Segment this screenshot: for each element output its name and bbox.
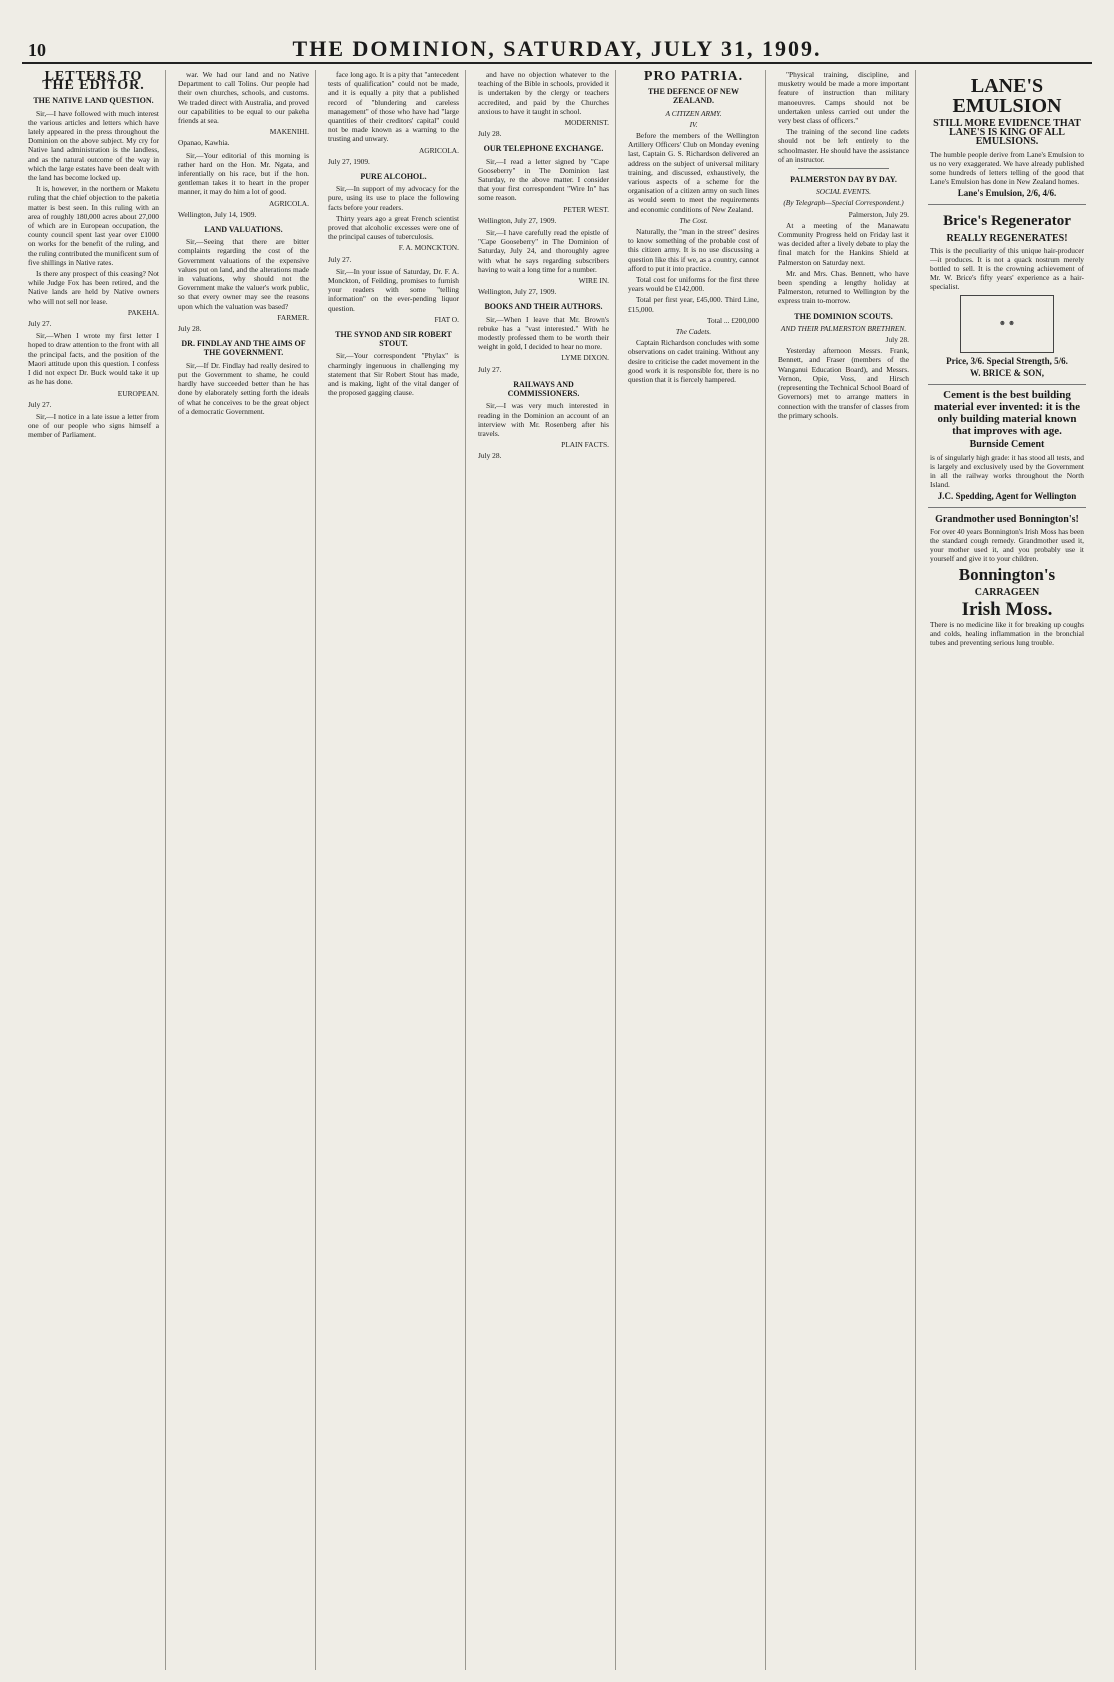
ad-maker: W. BRICE & SON,: [970, 368, 1044, 379]
article-paragraph: Sir,—Your correspondent "Phylax" is charmingly ingenuous in challenging my statement that Sir Robert Stout has made, and is making, light of the vital danger of the proposed gagging clause.: [328, 351, 459, 398]
dateline: Wellington, July 27, 1909.: [478, 287, 557, 297]
signature: AGRICOLA.: [418, 145, 459, 155]
headline-telephone: OUR TELEPHONE EXCHANGE.: [483, 144, 604, 154]
ad-subtitle: CARRAGEEN: [974, 587, 1040, 599]
article-paragraph: "Physical training, discipline, and musketry would be made a more important feature of instruction than military manoeuvres. Camps should not be undertaken unless carried out under the very best class of officers.": [778, 70, 909, 126]
article-paragraph: Thirty years ago a great French scientist proved that alcoholic excesses were one of the principal causes of tuberculosis.: [328, 213, 459, 242]
column-4: [472, 70, 616, 1670]
signature: F. A. MONCKTON.: [398, 243, 459, 253]
article-paragraph: Sir,—I was very much interested in reading in the Dominion an account of an interview with Mr. Rosenberg after his travels.: [478, 401, 609, 438]
column-5: [622, 70, 766, 1670]
ad-text: This is the peculiarity of this unique hair-producer—it produces. It is not a quack nostrum merely bottled to sell. It is the crowning achievement of Mr. W. Brice's fifty years' experience as a hair-specialist.: [930, 246, 1084, 292]
section-title-pro-patria: PRO PATRIA.: [643, 70, 744, 84]
subheading: AND THEIR PALMERSTON BRETHREN.: [780, 323, 907, 333]
article-paragraph: Sir,—I have followed with much interest the various articles and letters which have lately appeared in the press throughout the Dominion on the above subject. My cry for Native land administration is the landless, and as the natural outcome of the way in which the large estates have been dealt with the land has become locked up.: [28, 108, 159, 183]
signature: LYME DIXON.: [561, 353, 609, 363]
article-paragraph: Sir,—I have carefully read the epistle of "Cape Gooseberry" in The Dominion of Saturday, July 24, and thoroughly agree with what he says regarding subscribers having to wait a long time for a number.: [478, 228, 609, 274]
dateline: July 28.: [478, 451, 502, 461]
signature: WIRE IN.: [578, 276, 609, 286]
headline-findlay: DR. FINDLAY AND THE AIMS OF THE GOVERNMENT.: [181, 339, 306, 358]
column-3: [322, 70, 466, 1670]
section-title-letters: LETTERS TO THE EDITOR.: [42, 70, 145, 94]
article-paragraph: Captain Richardson concludes with some observations on cadet training. Without any desire to criticise the cadet movement in the good work it is responsible for, there is no question that it is fiercely hampered.: [628, 338, 759, 385]
column-2: [172, 70, 316, 1670]
portrait-illustration: ☻ ☻: [960, 295, 1054, 353]
column-6: [772, 70, 916, 1670]
subheading: (By Telegraph—Special Correspondent.): [783, 198, 904, 208]
ad-title: Cement is the best building material ever invented: it is the only building material known that improves with age.: [933, 389, 1081, 438]
headline-defence: THE DEFENCE OF NEW ZEALAND.: [647, 87, 740, 106]
article-paragraph: Sir,—When I leave that Mr. Brown's rebuke has a "vast interested." With he modestly professed them to be worth their weight in gold, I decided to hear no more.: [478, 314, 609, 352]
signature: AGRICOLA.: [268, 198, 309, 208]
article-paragraph: Sir,—Your editorial of this morning is rather hard on the Hon. Mr. Ngata, and inferentially on his race, but if the hon. gentleman takes it to heart in the proper manner, it may do him a lot of good.: [178, 150, 309, 197]
ad-burnside-cement: [928, 385, 1086, 507]
article-paragraph: Mr. and Mrs. Chas. Bennett, who have been spending a lengthy holiday at Palmerston, returned to Wellington by the express train to-morrow.: [778, 268, 909, 306]
headline-scouts: THE DOMINION SCOUTS.: [794, 311, 893, 321]
article-paragraph: The training of the second line cadets should not be left entirely to the schoolmaster. He should have the assistance of an instructor.: [778, 127, 909, 164]
ad-text: There is no medicine like it for breaking up coughs and colds, healing inflammation in the bronchial tubes and preventing serious lung trouble.: [930, 620, 1084, 648]
newspaper-title: THE DOMINION, SATURDAY, JULY 31, 1909.: [292, 36, 822, 61]
signature: MODERNIST.: [564, 118, 609, 128]
dateline: July 27.: [28, 319, 52, 329]
ad-title: Irish Moss.: [961, 599, 1053, 621]
dateline: July 28.: [478, 129, 502, 139]
headline-palmerston: PALMERSTON DAY BY DAY.: [790, 175, 897, 185]
ad-text: For over 40 years Bonnington's Irish Moss has been the standard cough remedy. Grandmother used it, your mother used it, and you probably use it yourself and give it to your children.: [930, 527, 1084, 564]
ad-price: Price, 3/6. Special Strength, 5/6.: [946, 356, 1068, 367]
dateline: July 27, 1909.: [328, 156, 370, 166]
ad-subtitle: Grandmother used Bonnington's!: [935, 513, 1079, 525]
article-paragraph: Sir,—In support of my advocacy for the pure, using its use to place the following facts before your readers.: [328, 184, 459, 212]
ad-brices-regenerator: [928, 205, 1086, 386]
headline-pure-alcohol: PURE ALCOHOL.: [360, 172, 427, 182]
headline-synod: THE SYNOD AND SIR ROBERT STOUT.: [335, 330, 452, 349]
advertisement-column: [922, 70, 1092, 1670]
columns: [22, 70, 1092, 1670]
divider: [798, 168, 889, 169]
masthead: [22, 18, 1092, 64]
signature: PLAIN FACTS.: [561, 440, 609, 450]
ad-lanes-emulsion: [928, 70, 1086, 205]
dateline: July 28.: [178, 324, 202, 334]
dateline: July 28.: [885, 335, 909, 345]
article-paragraph: Sir,—I notice in a late issue a letter from one of our people who signs himself a member of Parliament.: [28, 411, 159, 440]
headline-native-land: THE NATIVE LAND QUESTION.: [33, 96, 154, 106]
article-paragraph: Naturally, the "man in the street" desires to know something of the probable cost of this citizen army. It is no use discussing a question like this if we, as a country, cannot afford to put it into practice.: [628, 227, 759, 273]
article-paragraph: At a meeting of the Manawatu Community Progress held on Friday last it was decided after a lively debate to play the final match for the Hankins Shield at Palmerston on Saturday next.: [778, 220, 909, 267]
ad-text: is of singularly high grade: it has stood all tests, and is largely and exclusively used by the Government in all the railway works throughout the North Island.: [930, 452, 1084, 489]
article-paragraph: Before the members of the Wellington Artillery Officers' Club on Monday evening last, Captain G. S. Richardson delivered an address on the subject of universal military training, and discussed, exhaustively, the various aspects of a scheme for the organisation of a citizen army on such lines as would seem to meet the requirements and economic conditions of New Zealand.: [628, 131, 759, 214]
subheading: IV.: [689, 119, 698, 129]
ad-title: Brice's Regenerator: [943, 212, 1071, 229]
column-1: [22, 70, 166, 1670]
article-paragraph: Sir,—Seeing that there are bitter complaints regarding the cost of the Government valuations of the expensive values put on land, and the alterations made in valuations, why should not the Government make the valuer's work public, so that every owner may see the reasons upon which the valuation was based?: [178, 237, 309, 311]
signature: FIAT O.: [434, 314, 459, 324]
headline-books: BOOKS AND THEIR AUTHORS.: [484, 302, 603, 312]
article-paragraph: Total cost for uniforms for the first three years would be £142,000.: [628, 275, 759, 294]
subheading: The Cost.: [679, 215, 708, 225]
dateline: July 27.: [328, 254, 352, 264]
article-paragraph: It is, however, in the northern or Maketu ruling that the chief objection to the paketia matter is best seen. In this ruling with an area of roughly 180,000 acres about 27,000 of which are in European occupation, the county council spent last year over £1000 on works for the benefit of the ruling, and the ruling contributed the munificent sum of five shillings in Native rates.: [28, 184, 159, 267]
ad-text: The humble people derive from Lane's Emulsion to us no very exaggerated. We have already published some hundreds of letters telling of the good that Lane's Emulsion has done in New Zealand homes.: [930, 149, 1084, 186]
dateline: Wellington, July 27, 1909.: [478, 215, 557, 225]
signature: EUROPEAN.: [117, 388, 159, 398]
article-paragraph: Sir,—When I wrote my first letter I hoped to draw attention to the front with all the principal facts, and the position of the Maori attitude upon this question. I confess I did not expect Dr. Buck would take it up as he has done.: [28, 331, 159, 387]
subheading: The Cadets.: [675, 327, 712, 337]
subheading: SOCIAL EVENTS.: [816, 187, 871, 197]
article-paragraph: Total per first year, £45,000. Third Line, £15,000.: [628, 295, 759, 314]
signature: PETER WEST.: [563, 204, 609, 214]
page-number: 10: [28, 40, 46, 60]
headline-land-valuations: LAND VALUATIONS.: [204, 225, 283, 235]
ad-title: LANE'S EMULSION: [952, 75, 1062, 117]
article-paragraph: Is there any prospect of this ceasing? Not while Judge Fox has been retired, and the Native lands are held by Native owners who will not sell nor lease.: [28, 269, 159, 306]
dateline: July 27.: [28, 399, 52, 409]
signature: PAKEHA.: [127, 307, 159, 317]
dateline: Opanao, Kawhia.: [178, 138, 230, 148]
ad-maker: J.C. Spedding, Agent for Wellington: [937, 490, 1077, 501]
ad-subtitle: REALLY REGENERATES!: [946, 232, 1068, 244]
subheading: A CITIZEN ARMY.: [665, 108, 722, 118]
dateline: July 27.: [478, 364, 502, 374]
ad-price: Lane's Emulsion, 2/6, 4/6.: [957, 187, 1057, 198]
ad-bonningtons: [928, 508, 1086, 653]
signature: MAKENIHI.: [269, 127, 309, 137]
ad-subtitle: Burnside Cement: [969, 439, 1045, 451]
article-paragraph: war. We had our land and no Native Department to call Tolins. Our people had their own churches, schools, and customs. We traded direct with Australia, and proved our capabilities to be equal to our pakeha friends at sea.: [178, 70, 309, 126]
signature: FARMER.: [277, 312, 309, 322]
article-paragraph: face long ago. It is a pity that "antecedent tests of qualification" could not be made, and it is equally a pity that a published record of "blundering and careless management" of those who have had "large quantities of their creditors' capital" could not be made known as a warning to the trusting and unwary.: [328, 70, 459, 144]
dateline: Palmerston, July 29.: [848, 209, 909, 219]
article-paragraph: Sir,—In your issue of Saturday, Dr. F. A. Monckton, of Feilding, promises to furnish your readers with some "telling information" on the ever-pending liquor question.: [328, 266, 459, 313]
article-paragraph: Yesterday afternoon Messrs. Frank, Bennett, and Fraser (members of the Wanganui Education Board), and Messrs. Vernon, Opie, Voss, and Hirsch (representing the Technical School Board of Governors) met to arrange matters in connection with the transfer of classes from the primary schools.: [778, 346, 909, 420]
ad-subtitle: STILL MORE EVIDENCE THAT LANE'S IS KING OF ALL EMULSIONS.: [933, 118, 1081, 148]
article-paragraph: and have no objection whatever to the teaching of the Bible in schools, provided it is undertaken by the clergy or teachers accredited, and paid by the Churches anxious to have it taught in school.: [478, 70, 609, 116]
total-line: Total ... £200,000: [706, 315, 759, 325]
dateline: Wellington, July 14, 1909.: [178, 209, 257, 219]
ad-title: Bonnington's: [958, 565, 1056, 585]
article-paragraph: Sir,—If Dr. Findlay had really desired to put the Government to shame, he could hardly have succeeded better than he has done by elaborately setting forth the ideals of what he conceives to be the great object of a democratic Government.: [178, 360, 309, 416]
article-paragraph: Sir,—I read a letter signed by "Cape Gooseberry" in The Dominion last Saturday, re the above matter. I consider that your first correspondent "Wire In" has some reason.: [478, 156, 609, 203]
headline-railways: RAILWAYS AND COMMISSIONERS.: [507, 379, 580, 399]
